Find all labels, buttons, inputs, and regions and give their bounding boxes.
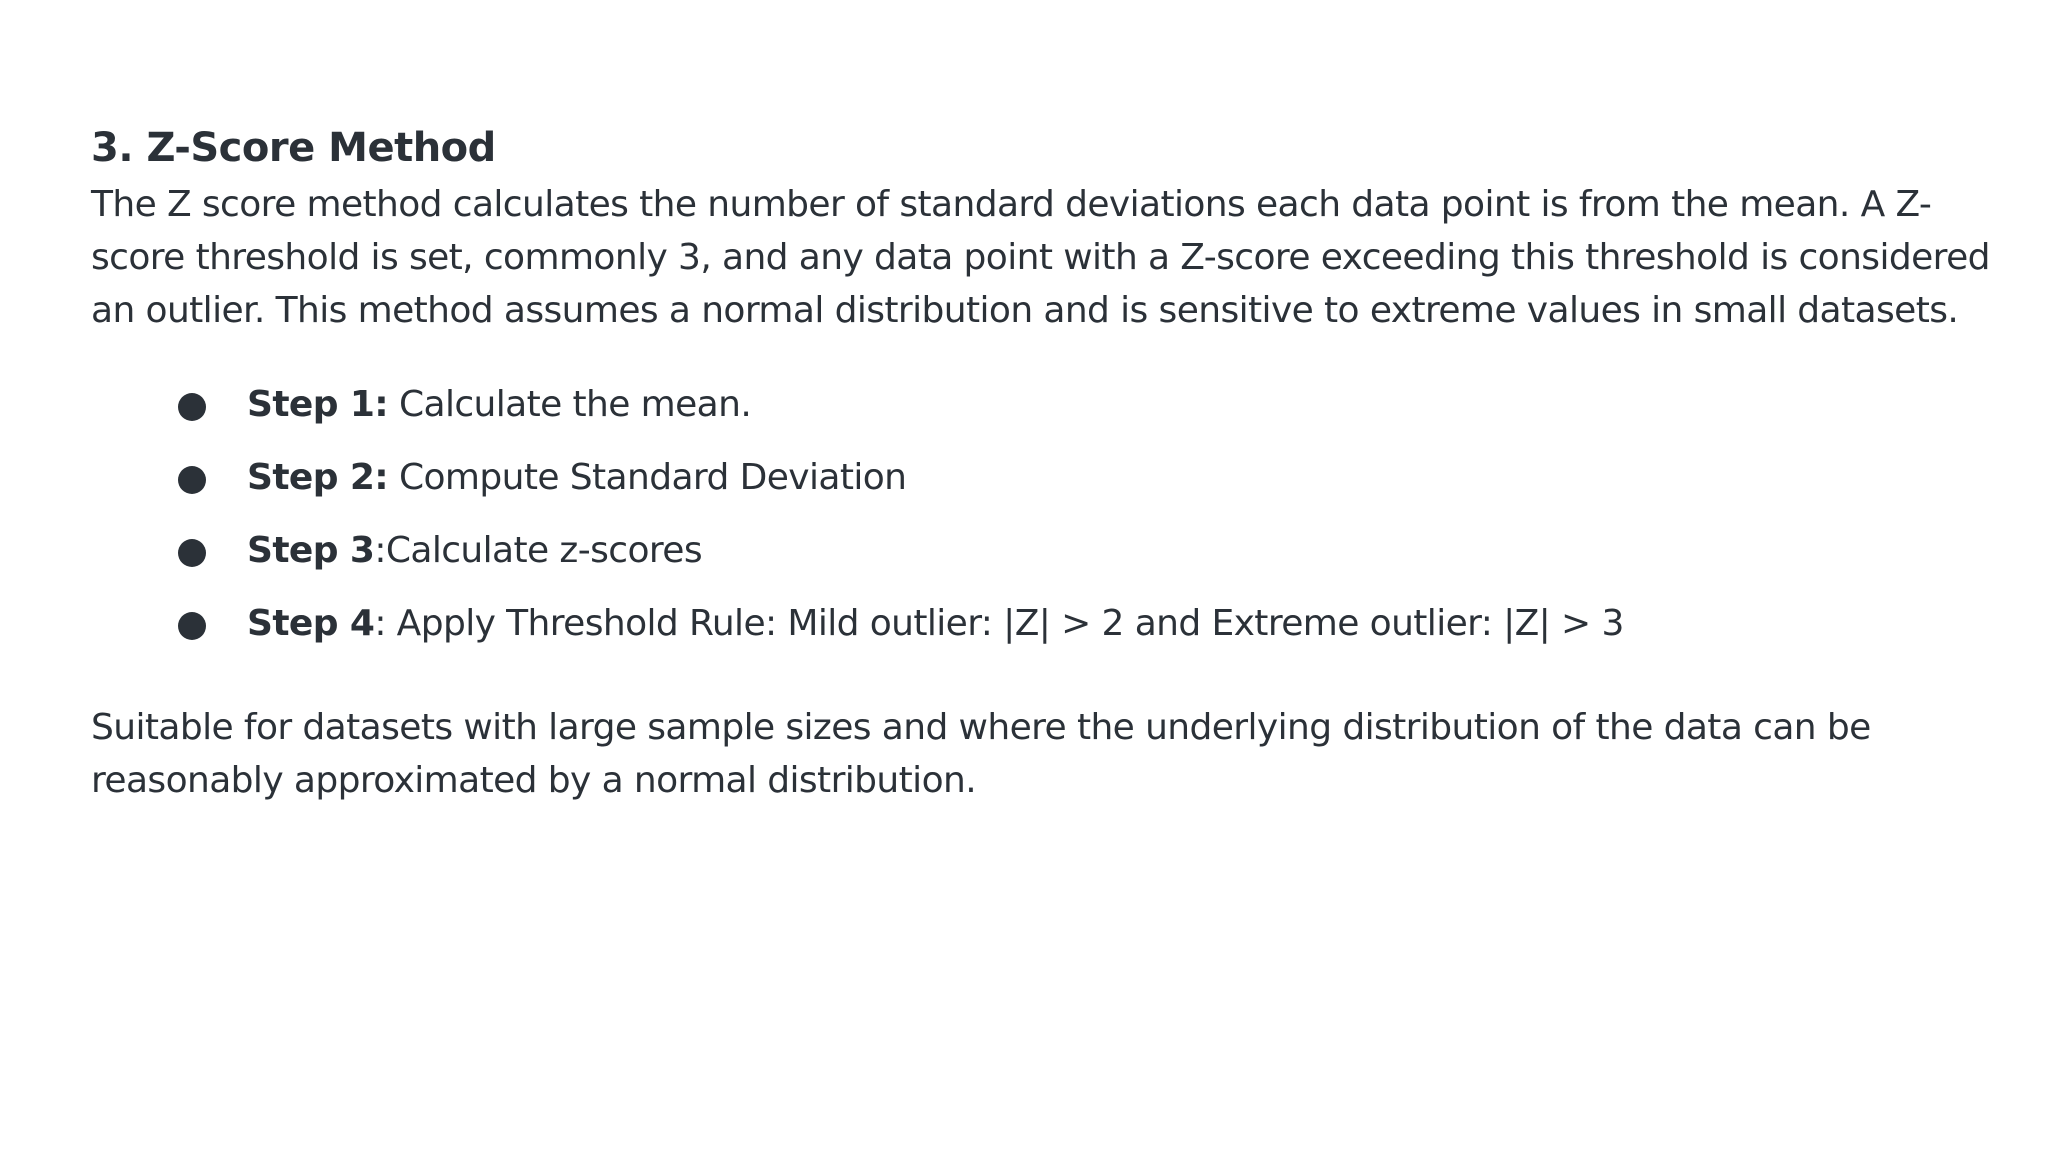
section-heading: 3. Z-Score Method [91, 125, 496, 171]
bullet-dot-icon [178, 393, 206, 421]
step-item-2 [91, 454, 1991, 527]
steps-list [91, 381, 1991, 673]
step-label: Step 3 [247, 530, 375, 571]
bullet-dot-icon [178, 539, 206, 567]
step-text: :Calculate z-scores [374, 530, 702, 571]
bullet-dot-icon [178, 466, 206, 494]
step-label: Step 4 [247, 603, 375, 644]
step-item-1 [91, 381, 1991, 454]
step-label: Step 1: [247, 384, 389, 425]
step-item-3 [91, 527, 1991, 600]
step-text: Calculate the mean. [388, 384, 752, 425]
step-item-4 [91, 600, 1991, 673]
step-text: Compute Standard Deviation [388, 457, 907, 498]
slide-content [91, 118, 1991, 807]
intro-paragraph: The Z score method calculates the number of standard deviations each data point is from the mean. A Z-score threshold is set, commonly 3, and any data point with a Z-score exceeding this threshold is considered an outlier. This method assumes a normal distribution and is sensitive to extreme values in small datasets. [91, 184, 1990, 331]
step-text: : Apply Threshold Rule: Mild outlier: |Z| > 2 and Extreme outlier: |Z| > 3 [374, 603, 1624, 644]
bullet-dot-icon [178, 612, 206, 640]
step-label: Step 2: [247, 457, 389, 498]
closing-paragraph: Suitable for datasets with large sample sizes and where the underlying distribution of the data can be reasonably approximated by a normal distribution. [91, 707, 1871, 801]
